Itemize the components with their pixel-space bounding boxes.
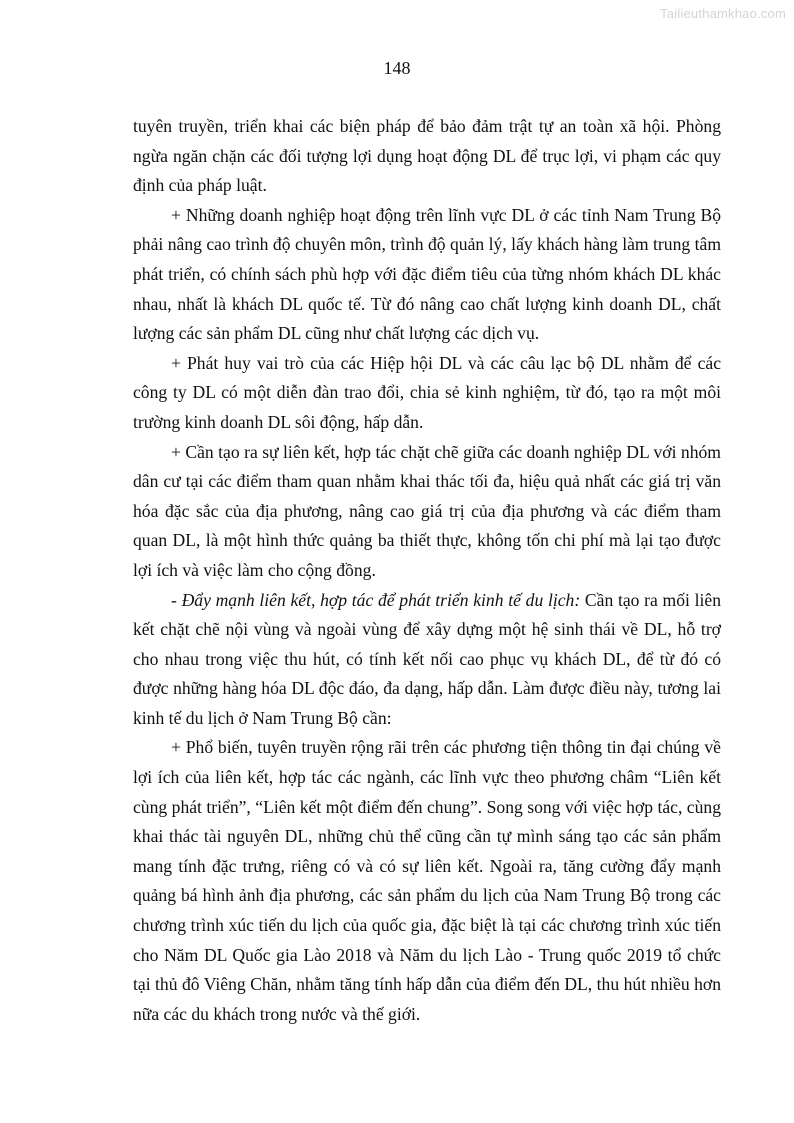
page-number: 148 (383, 58, 411, 78)
paragraph-businesses: + Những doanh nghiệp hoạt động trên lĩnh vực DL ở các tỉnh Nam Trung Bộ phải nâng cao trình độ chuyên môn, trình độ quản lý, lấy khách hàng làm trung tâm phát triển, có chính sách phù hợp với đặc điểm tiêu của từng nhóm khách DL khác nhau, nhất là khách DL quốc tế. Từ đó nâng cao chất lượng kinh doanh DL, chất lượng các sản phẩm DL cũng như chất lượng các dịch vụ. (133, 204, 721, 344)
paragraph-section-cooperation (133, 586, 721, 734)
paragraph-continuation: tuyên truyền, triển khai các biện pháp để bảo đảm trật tự an toàn xã hội. Phòng ngừa ngăn chặn các đối tượng lợi dụng hoạt động DL để trục lợi, vi phạm các quy định của pháp luật. (133, 116, 721, 196)
paragraph-associations: + Phát huy vai trò của các Hiệp hội DL và các câu lạc bộ DL nhằm để các công ty DL có một diễn đàn trao đổi, chia sẻ kinh nghiệm, từ đó, tạo ra một môi trường kinh doanh DL sôi động, hấp dẫn. (133, 352, 721, 432)
document-body (133, 112, 721, 1029)
paragraph-linkage-communities: + Cần tạo ra sự liên kết, hợp tác chặt chẽ giữa các doanh nghiệp DL với nhóm dân cư tại các điểm tham quan nhằm khai thác tối đa, hiệu quả nhất các giá trị văn hóa đặc sắc của địa phương, nâng cao giá trị của địa phương và các điểm tham quan DL, là một hình thức quảng ba thiết thực, không tốn chi phí mà lại tạo được lợi ích và việc làm cho cộng đồng. (133, 441, 721, 580)
site-watermark: Tailieuthamkhao.com (660, 6, 786, 21)
section-lead-text: Cần tạo ra mối liên kết chặt chẽ nội vùng và ngoài vùng để xây dựng một hệ sinh thái về DL, hỗ trợ cho nhau trong việc thu hút, có tính kết nối cao phục vụ khách DL, để từ đó có được những hàng hóa DL độc đáo, đa dạng, hấp dẫn. Làm được điều này, tương lai kinh tế du lịch ở Nam Trung Bộ cần: (133, 589, 721, 728)
section-lead-heading: - Đẩy mạnh liên kết, hợp tác để phát triển kinh tế du lịch: (171, 589, 581, 610)
paragraph-promotion: + Phổ biến, tuyên truyền rộng rãi trên các phương tiện thông tin đại chúng về lợi ích của liên kết, hợp tác các ngành, các lĩnh vực theo phương châm “Liên kết cùng phát triển”, “Liên kết một điểm đến chung”. Song song với việc hợp tác, cùng khai thác tài nguyên DL, những chủ thể cũng cần tự mình sáng tạo các sản phẩm mang tính đặc trưng, riêng có và có sự liên kết. Ngoài ra, tăng cường đẩy mạnh quảng bá hình ảnh địa phương, các sản phẩm du lịch của Nam Trung Bộ trong các chương trình xúc tiến du lịch của quốc gia, đặc biệt là tại các chương trình xúc tiến cho Năm DL Quốc gia Lào 2018 và Năm du lịch Lào - Trung quốc 2019 tổ chức tại thủ đô Viêng Chăn, nhằm tăng tính hấp dẫn của điểm đến DL, thu hút nhiều hơn nữa các du khách trong nước và thế giới. (133, 737, 721, 1024)
